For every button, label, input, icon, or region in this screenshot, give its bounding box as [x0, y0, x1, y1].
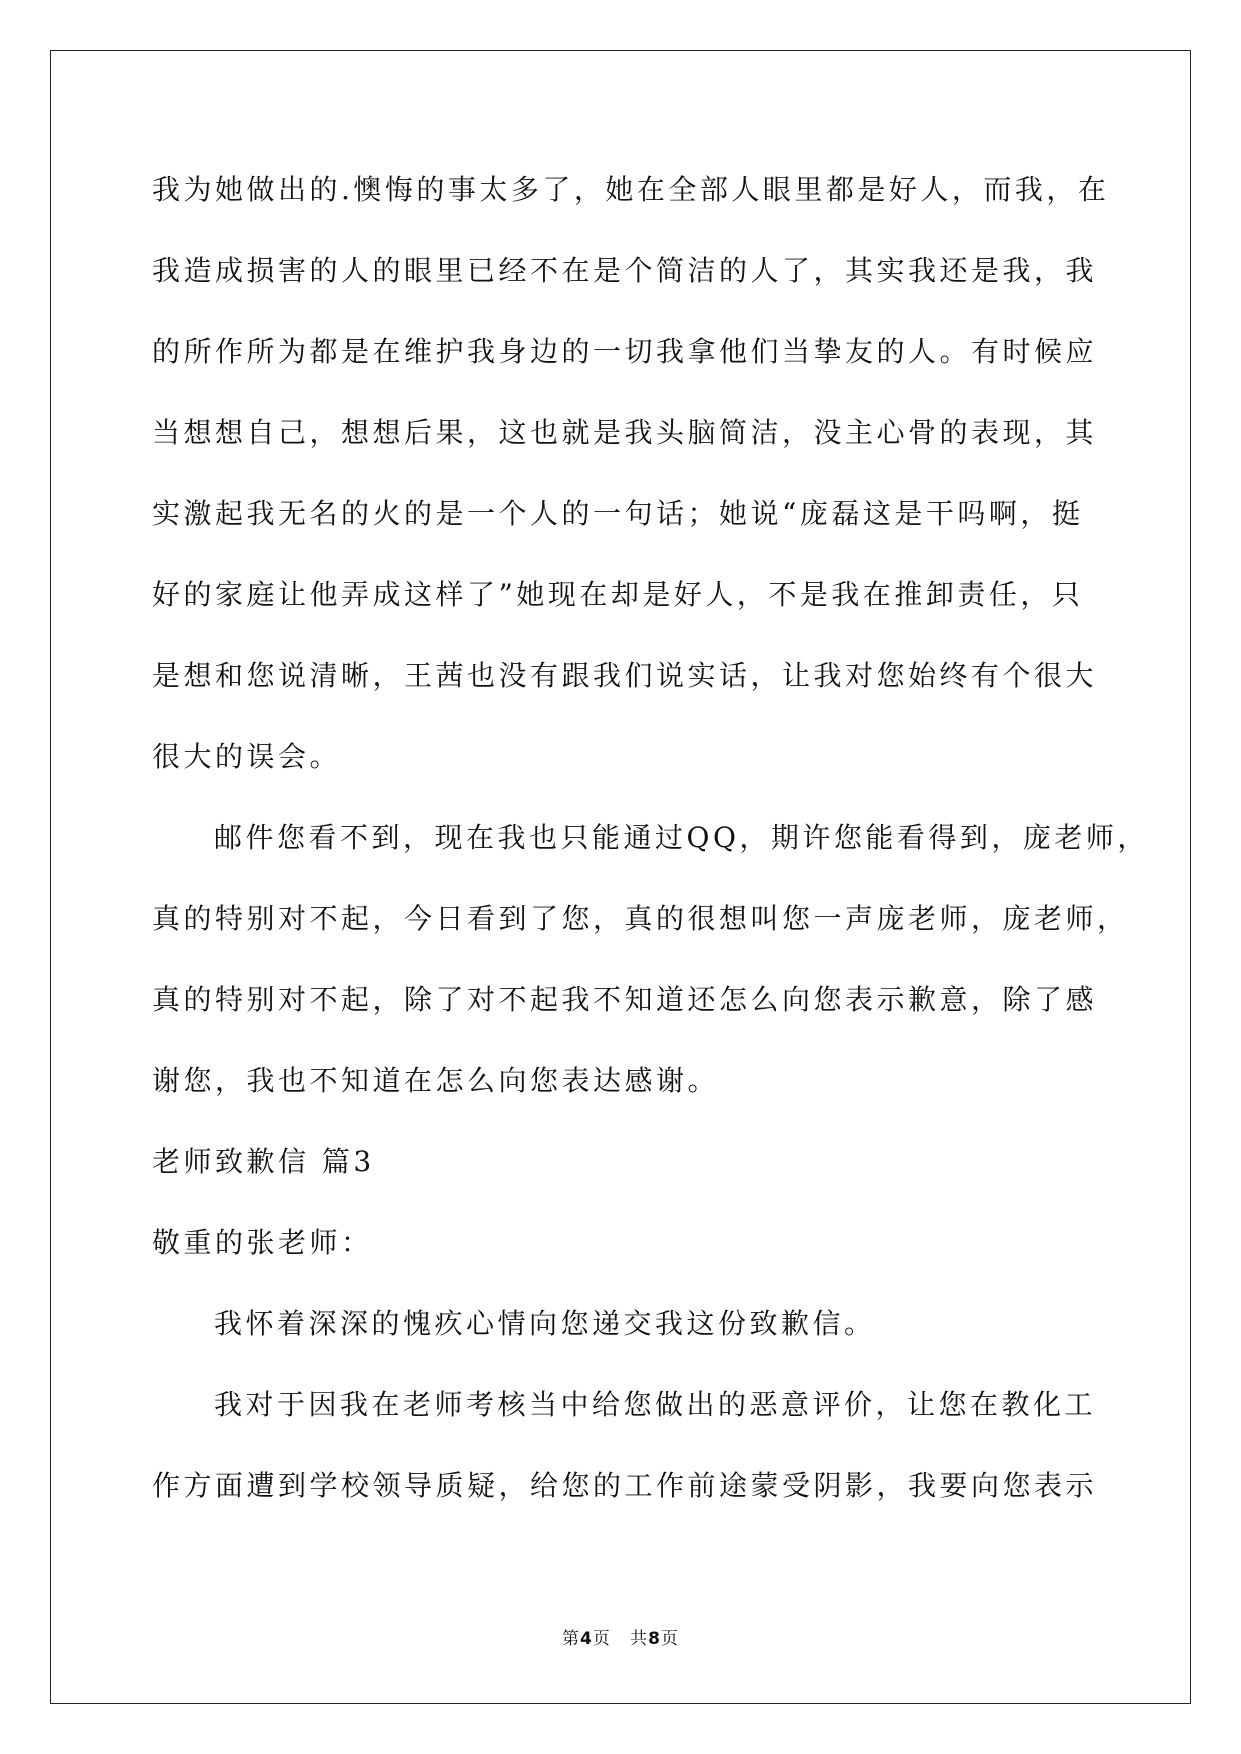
text-line: 我造成损害的人的眼里已经不在是个简洁的人了，其实我还是我，我 [152, 254, 1098, 287]
text-line: 很大的误会。 [152, 740, 342, 773]
text-line: 我对于因我在老师考核当中给您做出的恶意评价，让您在教化工 [214, 1388, 1097, 1421]
current-page-number: 4 [580, 1629, 593, 1649]
text-line: 作方面遭到学校领导质疑，给您的工作前途蒙受阴影，我要向您表示 [152, 1469, 1098, 1502]
text-line: 的所作所为都是在维护我身边的一切我拿他们当挚友的人。有时候应 [152, 335, 1098, 368]
text-line: 我怀着深深的愧疚心情向您递交我这份致歉信。 [214, 1307, 876, 1340]
text-line: 是想和您说清晰，王茜也没有跟我们说实话，让我对您始终有个很大 [152, 659, 1098, 692]
text-line: 实激起我无名的火的是一个人的一句话；她说“庞磊这是干吗啊，挺 [152, 497, 1084, 530]
text-line: 真的特别对不起，除了对不起我不知道还怎么向您表示歉意，除了感 [152, 983, 1098, 1016]
footer-mid: 页 共 [592, 1629, 649, 1649]
salutation: 敬重的张老师： [152, 1226, 373, 1259]
total-pages-number: 8 [648, 1629, 661, 1649]
text-line: 当想想自己，想想后果，这也就是我头脑简洁，没主心骨的表现，其 [152, 416, 1098, 449]
page-footer [0, 1624, 1241, 1649]
text-line: 我为她做出的.懊悔的事太多了，她在全部人眼里都是好人，而我，在 [152, 173, 1110, 206]
footer-suffix: 页 [660, 1629, 679, 1649]
text-line: 好的家庭让他弄成这样了”她现在却是好人，不是我在推卸责任，只 [152, 578, 1084, 611]
section-heading: 老师致歉信 篇3 [152, 1145, 375, 1178]
text-line: 真的特别对不起，今日看到了您，真的很想叫您一声庞老师，庞老师， [152, 902, 1129, 935]
text-line: 邮件您看不到，现在我也只能通过QQ，期许您能看得到，庞老师， [214, 821, 1149, 854]
text-line: 谢您，我也不知道在怎么向您表达感谢。 [152, 1064, 720, 1097]
document-body [152, 160, 1149, 1537]
footer-prefix: 第 [562, 1629, 581, 1649]
